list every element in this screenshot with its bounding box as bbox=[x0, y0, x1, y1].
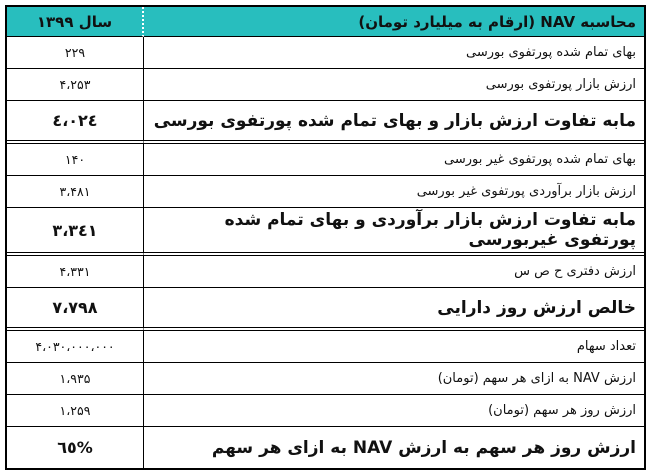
row-value: ٣،٣٤١ bbox=[7, 208, 144, 256]
table-row bbox=[7, 363, 644, 395]
row-label: ارزش بازار برآوردی پورتفوی غیر بورسی bbox=[144, 176, 644, 208]
row-value: ۱،۹۳۵ bbox=[7, 363, 144, 395]
row-label: ارزش NAV به ازای هر سهم (تومان) bbox=[144, 363, 644, 395]
row-label: مابه تفاوت ارزش بازار برآوردی و بهای تمام شده پورتفوی غیربورسی bbox=[144, 208, 644, 256]
table-row bbox=[7, 144, 644, 176]
year-header: سال ۱۳۹۹ bbox=[7, 7, 144, 37]
row-value: ۳،۴۸۱ bbox=[7, 176, 144, 208]
row-value: ۴،۳۳۱ bbox=[7, 256, 144, 288]
row-value: ۴،۲۵۳ bbox=[7, 69, 144, 101]
nav-table bbox=[5, 5, 646, 470]
row-value: ٧،٧٩٨ bbox=[7, 288, 144, 331]
row-label: ارزش روز هر سهم (تومان) bbox=[144, 395, 644, 427]
table-row bbox=[7, 37, 644, 69]
row-value: ۱۴۰ bbox=[7, 144, 144, 176]
table-row-summary bbox=[7, 208, 644, 256]
header-row bbox=[7, 7, 644, 37]
table-row-summary bbox=[7, 101, 644, 144]
table-row bbox=[7, 69, 644, 101]
table-row bbox=[7, 176, 644, 208]
nav-table-container bbox=[5, 5, 646, 470]
table-row bbox=[7, 256, 644, 288]
table-row bbox=[7, 395, 644, 427]
row-value: ۱،۲۵۹ bbox=[7, 395, 144, 427]
row-value: ٤،٠٢٤ bbox=[7, 101, 144, 144]
row-value: ٦٥% bbox=[7, 427, 144, 468]
row-label: بهای تمام شده پورتفوی بورسی bbox=[144, 37, 644, 69]
row-label: تعداد سهام bbox=[144, 331, 644, 363]
row-value: ۲۲۹ bbox=[7, 37, 144, 69]
row-label: ارزش دفتری ح ص س bbox=[144, 256, 644, 288]
table-row-summary bbox=[7, 288, 644, 331]
row-value: ۴،۰۳۰،۰۰۰،۰۰۰ bbox=[7, 331, 144, 363]
table-title: محاسبه NAV (ارقام به میلیارد تومان) bbox=[144, 7, 644, 37]
row-label: ارزش روز هر سهم به ارزش NAV به ازای هر سهم bbox=[211, 437, 636, 458]
row-label: بهای تمام شده پورتفوی غیر بورسی bbox=[144, 144, 644, 176]
row-label: خالص ارزش روز دارایی bbox=[144, 288, 644, 331]
table-row bbox=[7, 331, 644, 363]
row-label: مابه تفاوت ارزش بازار و بهای تمام شده پورتفوی بورسی bbox=[144, 101, 644, 144]
row-label: ارزش بازار پورتفوی بورسی bbox=[144, 69, 644, 101]
